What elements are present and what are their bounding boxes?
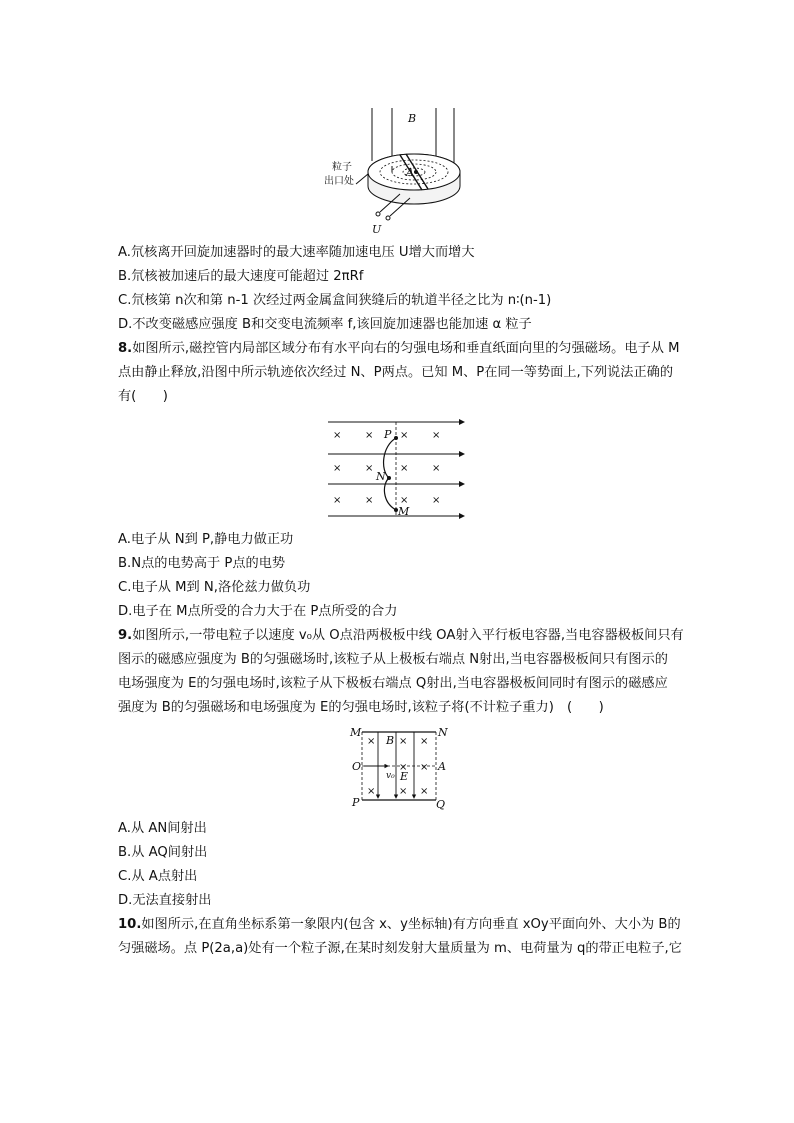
q8-stem-line-3: 有( ): [118, 389, 168, 404]
q8-stem-line-1: 8.如图所示,磁控管内局部区域分布有水平向右的匀强电场和垂直纸面向里的匀强磁场。电子从 M: [118, 341, 680, 356]
svg-text:×: ×: [333, 430, 342, 441]
svg-text:×: ×: [367, 786, 376, 797]
q7-option-c: C.氘核第 n次和第 n-1 次经过两金属盒间狭缝后的轨道半径之比为 n∶(n-1): [118, 293, 552, 308]
label-M: M: [398, 505, 410, 518]
q9-number: 9.: [118, 628, 133, 643]
label-N: N: [438, 726, 448, 739]
svg-text:×: ×: [420, 736, 429, 747]
label-particle: 粒子: [332, 162, 352, 173]
svg-text:×: ×: [367, 736, 376, 747]
svg-text:×: ×: [365, 495, 374, 506]
svg-text:×: ×: [432, 463, 441, 474]
svg-text:×: ×: [400, 430, 409, 441]
svg-text:×: ×: [432, 430, 441, 441]
label-O: O: [352, 760, 362, 773]
label-A: A: [406, 166, 414, 179]
label-N: N: [376, 470, 386, 483]
q10-stem-line-2: 匀强磁场。点 P(2a,a)处有一个粒子源,在某时刻发射大量质量为 m、电荷量为 q的带正电粒子,它: [118, 941, 682, 956]
q7-option-b: B.氘核被加速后的最大速度可能超过 2πRf: [118, 269, 364, 284]
q8-stem-line-2: 点由静止释放,沿图中所示轨迹依次经过 N、P两点。已知 M、P在同一等势面上,下列说法正确的: [118, 365, 674, 380]
svg-text:×: ×: [400, 495, 409, 506]
q7-option-d: D.不改变磁感应强度 B和交变电流频率 f,该回旋加速器也能加速 α 粒子: [118, 317, 532, 332]
label-P: P: [352, 796, 360, 809]
label-P: P: [384, 428, 392, 441]
q8-option-d: D.电子在 M点所受的合力大于在 P点所受的合力: [118, 604, 398, 619]
svg-text:×: ×: [399, 736, 408, 747]
q8-option-b: B.N点的电势高于 P点的电势: [118, 556, 286, 571]
capacitor-figure: [348, 724, 452, 810]
q8-option-a: A.电子从 N到 P,静电力做正功: [118, 532, 294, 547]
label-B: B: [408, 112, 417, 125]
q9-stem-line-3: 电场强度为 E的匀强电场时,该粒子从下极板右端点 Q射出,当电容器极板间同时有图示的磁感应: [118, 676, 668, 691]
q8-option-c: C.电子从 M到 N,洛伦兹力做负功: [118, 580, 311, 595]
cyclotron-figure: [318, 106, 468, 236]
label-v0: v₀: [386, 771, 395, 781]
q8-number: 8.: [118, 341, 133, 356]
q9-option-c: C.从 A点射出: [118, 869, 198, 884]
svg-text:×: ×: [432, 495, 441, 506]
magnetron-figure: [326, 418, 468, 522]
svg-text:×: ×: [399, 762, 408, 773]
label-Q: Q: [436, 798, 446, 810]
q10-number: 10.: [118, 917, 142, 932]
label-E: E: [400, 770, 409, 783]
svg-text:×: ×: [365, 430, 374, 441]
svg-text:×: ×: [333, 463, 342, 474]
svg-text:×: ×: [365, 463, 374, 474]
label-U: U: [372, 223, 382, 236]
q9-stem-line-4: 强度为 B的匀强磁场和电场强度为 E的匀强电场时,该粒子将(不计粒子重力) ( ): [118, 700, 604, 715]
q9-option-d: D.无法直接射出: [118, 893, 212, 908]
label-M: M: [350, 726, 362, 739]
q9-option-b: B.从 AQ间射出: [118, 845, 208, 860]
label-B: B: [386, 734, 395, 747]
q9-stem-line-2: 图示的磁感应强度为 B的匀强磁场时,该粒子从上极板右端点 N射出,当电容器极板间只有图示的: [118, 652, 668, 667]
svg-text:×: ×: [333, 495, 342, 506]
label-exit: 出口处: [324, 176, 354, 187]
q7-option-a: A.氘核离开回旋加速器时的最大速率随加速电压 U增大而增大: [118, 245, 475, 260]
svg-text:×: ×: [420, 762, 429, 773]
q9-option-a: A.从 AN间射出: [118, 821, 207, 836]
svg-text:×: ×: [420, 786, 429, 797]
svg-text:×: ×: [399, 786, 408, 797]
label-A: A: [438, 760, 446, 773]
svg-text:×: ×: [400, 463, 409, 474]
q10-stem-line-1: 10.如图所示,在直角坐标系第一象限内(包含 x、y坐标轴)有方向垂直 xOy平面向外、大小为 B的: [118, 917, 681, 932]
q9-stem-line-1: 9.如图所示,一带电粒子以速度 v₀从 O点沿两极板中线 OA射入平行板电容器,当电容器极板间只有: [118, 628, 684, 643]
